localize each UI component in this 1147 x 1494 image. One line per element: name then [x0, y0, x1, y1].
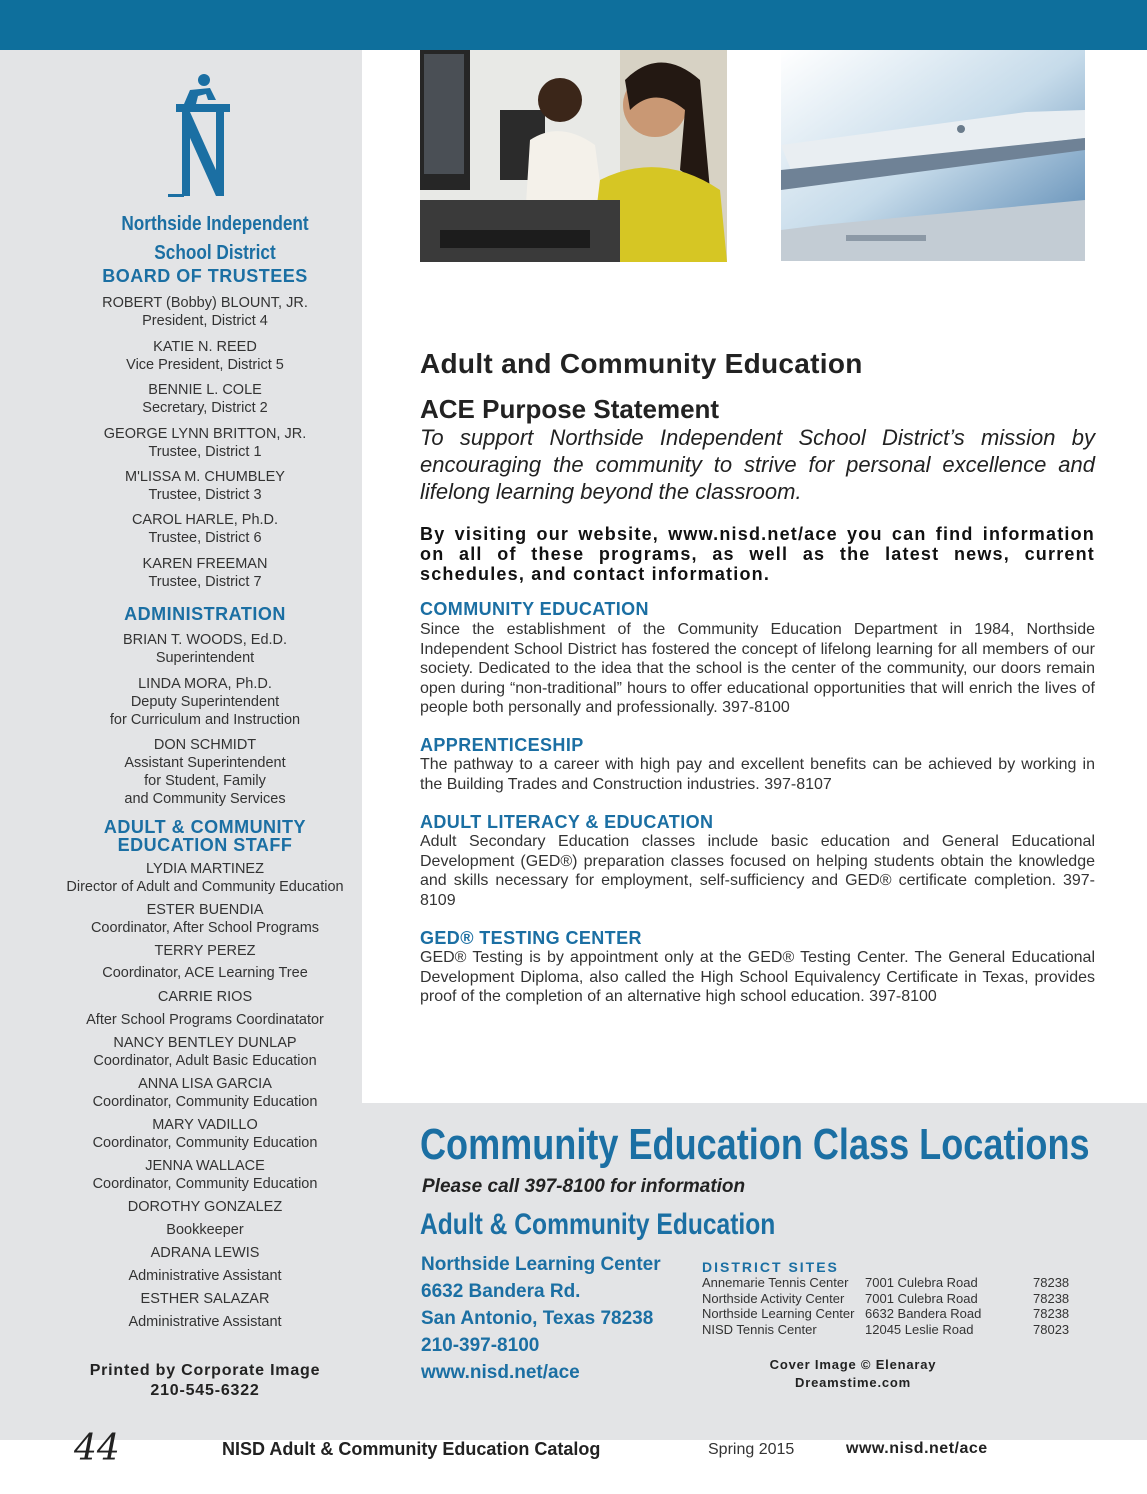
program-description: Since the establishment of the Community Education Department in 1984, Northside Independent School District has fostered the concept of lifelong learning for all members of our society. Dedicated to the idea that the school is the center of the community, our doors remain open during “non-traditional” hours to offer educational opportunities that will enrich the lives of people both personally and professionally. 397-8100: [420, 621, 1095, 716]
cover-credit: [740, 1356, 966, 1392]
member-title: Coordinator, After School Programs: [90, 920, 320, 936]
district-name: [108, 210, 323, 268]
member-title: Trustee, District 6: [148, 530, 262, 546]
website-link[interactable]: www.nisd.net/ace: [421, 1362, 580, 1383]
staff-member: [40, 1116, 370, 1152]
photo-illustration-students: [420, 50, 727, 262]
member-title: Vice President, District 5: [126, 357, 284, 373]
address-line: 6632 Bandera Rd.: [421, 1281, 581, 1302]
site-street: 6632 Bandera Road: [865, 1306, 982, 1321]
member-title: Coordinator, ACE Learning Tree: [102, 965, 308, 981]
catalog-season: Spring 2015: [708, 1441, 795, 1458]
staff-heading-line1: ADULT & COMMUNITY: [103, 817, 307, 837]
site-name: Northside Learning Center: [702, 1306, 855, 1321]
board-member: [40, 381, 370, 417]
program-description: Adult Secondary Education classes include basic education and General Educational Development (GED®) preparation classes focused on helping students obtain the knowledge and skills necessary for employment, self-sufficiency and GED® certificate completion. 397-8109: [420, 833, 1095, 909]
member-title: Deputy Superintendent: [130, 694, 280, 710]
member-name: LINDA MORA, Ph.D.: [138, 676, 272, 692]
site-zip: 78023: [1033, 1322, 1070, 1337]
member-name: ESTHER SALAZAR: [140, 1291, 270, 1307]
printer-name: Printed by Corporate Image: [89, 1362, 321, 1379]
staff-member: [40, 988, 370, 1029]
staff-member: [40, 860, 370, 896]
member-name: M'LISSA M. CHUMBLEY: [125, 469, 285, 485]
member-title: Coordinator, Community Education: [92, 1094, 318, 1110]
member-title: Trustee, District 7: [148, 574, 262, 590]
program-title: GED® TESTING CENTER: [420, 928, 642, 948]
member-name: MARY VADILLO: [152, 1117, 258, 1133]
printer-phone: 210-545-6322: [150, 1382, 260, 1399]
member-title: Secretary, District 2: [142, 400, 268, 416]
member-name: CARRIE RIOS: [157, 989, 253, 1005]
site-street: 12045 Leslie Road: [865, 1322, 974, 1337]
purpose-heading: ACE Purpose Statement: [420, 394, 720, 424]
member-title: Superintendent: [155, 650, 255, 666]
staff-member: [40, 1157, 370, 1193]
member-title: Bookkeeper: [166, 1222, 244, 1238]
locations-call-info: Please call 397-8100 for information: [422, 1176, 746, 1197]
site-name: Annemarie Tennis Center: [702, 1275, 849, 1290]
page-number: 44: [74, 1428, 120, 1469]
photo-illustration-laptop: [781, 50, 1085, 261]
member-title: Trustee, District 3: [148, 487, 262, 503]
member-title: Trustee, District 1: [148, 444, 262, 460]
member-name: LYDIA MARTINEZ: [146, 861, 264, 877]
staff-member: [40, 1290, 370, 1331]
website-callout: By visiting our website, www.nisd.net/ace you can find information on all of these programs, as well as the latest news, current schedules, and contact information.: [420, 524, 1095, 584]
admin-member: [40, 736, 370, 808]
board-member: [40, 425, 370, 461]
cover-credit-line2: Dreamstime.com: [795, 1375, 911, 1390]
staff-member: [40, 901, 370, 937]
purpose-statement: To support Northside Independent School District’s mission by encouraging the community to strive for personal excellence and lifelong learning beyond the classroom.: [420, 425, 1095, 504]
member-name: ROBERT (Bobby) BLOUNT, JR.: [102, 295, 308, 311]
member-name: BRIAN T. WOODS, Ed.D.: [122, 632, 288, 648]
member-name: TERRY PEREZ: [154, 943, 256, 959]
member-name: ESTER BUENDIA: [146, 902, 264, 918]
staff-member: [40, 1034, 370, 1070]
ace-subtitle: Adult & Community Education: [420, 1208, 776, 1241]
member-name: KATIE N. REED: [153, 339, 257, 355]
member-name: NANCY BENTLEY DUNLAP: [113, 1035, 297, 1051]
member-title: Coordinator, Community Education: [92, 1176, 318, 1192]
program-title: APPRENTICESHIP: [420, 735, 584, 755]
program-description: The pathway to a career with high pay and excellent benefits can be achieved by working in the Building Trades and Construction industries. 397-8107: [420, 756, 1095, 793]
board-member: [40, 338, 370, 374]
member-name: DON SCHMIDT: [153, 737, 257, 753]
member-title-line2: for Student, Family: [144, 773, 266, 789]
program-description: GED® Testing is by appointment only at the GED® Testing Center. The General Educational Development Diploma, also called the High School Equivalency Certificate in Texas, provides proof of the completion of an alternative high school education. 397-8100: [420, 949, 1095, 1005]
cover-credit-line1: Cover Image © Elenaray: [769, 1357, 937, 1372]
member-title: After School Programs Coordinatator: [86, 1012, 324, 1028]
member-title: Assistant Superintendent: [124, 755, 286, 771]
staff-member: [40, 1075, 370, 1111]
staff-heading-line2: EDUCATION STAFF: [117, 835, 293, 855]
laptop-photo: [781, 50, 1085, 261]
member-title-line2: for Curriculum and Instruction: [109, 712, 301, 728]
locations-title: Community Education Class Locations: [420, 1120, 1090, 1169]
member-title: Administrative Assistant: [128, 1268, 282, 1284]
board-heading: BOARD OF TRUSTEES: [102, 266, 308, 286]
staff-member: [40, 1244, 370, 1285]
site-name: Northside Activity Center: [702, 1291, 845, 1306]
catalog-title: NISD Adult & Community Education Catalog: [222, 1439, 601, 1459]
program-title: COMMUNITY EDUCATION: [420, 599, 649, 619]
board-member: [40, 511, 370, 547]
member-title: Coordinator, Adult Basic Education: [93, 1053, 317, 1069]
site-street: 7001 Culebra Road: [865, 1275, 978, 1290]
site-zip: 78238: [1033, 1275, 1070, 1290]
district-sites-heading: DISTRICT SITES: [702, 1259, 839, 1275]
board-member: [40, 294, 370, 330]
administration-heading: ADMINISTRATION: [124, 604, 286, 624]
member-name: ADRANA LEWIS: [150, 1245, 260, 1261]
staff-member: [40, 942, 370, 982]
member-title-line3: and Community Services: [124, 791, 286, 807]
member-name: KAREN FREEMAN: [142, 556, 268, 572]
site-name: NISD Tennis Center: [702, 1322, 817, 1337]
site-street: 7001 Culebra Road: [865, 1291, 978, 1306]
member-title: Administrative Assistant: [128, 1314, 282, 1330]
admin-member: [40, 675, 370, 729]
board-member: [40, 468, 370, 504]
footer-website-link[interactable]: www.nisd.net/ace: [846, 1440, 988, 1457]
district-name-line1: Northside Independent: [121, 213, 309, 235]
site-zip: 78238: [1033, 1291, 1070, 1306]
staff-member: [40, 1198, 370, 1239]
site-zip: 78238: [1033, 1306, 1070, 1321]
students-at-computers-photo: [420, 50, 727, 262]
top-banner: [0, 0, 1147, 50]
board-member: [40, 555, 370, 591]
member-name: CAROL HARLE, Ph.D.: [131, 512, 279, 528]
member-title: Director of Adult and Community Education: [66, 879, 344, 895]
admin-member: [40, 631, 370, 667]
address-line: San Antonio, Texas 78238: [421, 1308, 654, 1329]
member-title: Coordinator, Community Education: [92, 1135, 318, 1151]
address-line: Northside Learning Center: [421, 1254, 661, 1275]
staff-heading: [40, 818, 370, 854]
member-title: President, District 4: [142, 313, 268, 329]
member-name: BENNIE L. COLE: [148, 382, 262, 398]
member-name: ANNA LISA GARCIA: [138, 1076, 272, 1092]
printer-credit: [40, 1361, 370, 1401]
member-name: DOROTHY GONZALEZ: [127, 1199, 283, 1215]
district-name-line2: School District: [154, 242, 276, 264]
page-heading: Adult and Community Education: [420, 348, 863, 379]
nisd-logo-icon: [160, 70, 240, 200]
member-name: JENNA WALLACE: [145, 1158, 265, 1174]
program-title: ADULT LITERACY & EDUCATION: [420, 812, 714, 832]
member-name: GEORGE LYNN BRITTON, JR.: [103, 426, 307, 442]
phone-number: 210-397-8100: [421, 1335, 540, 1356]
